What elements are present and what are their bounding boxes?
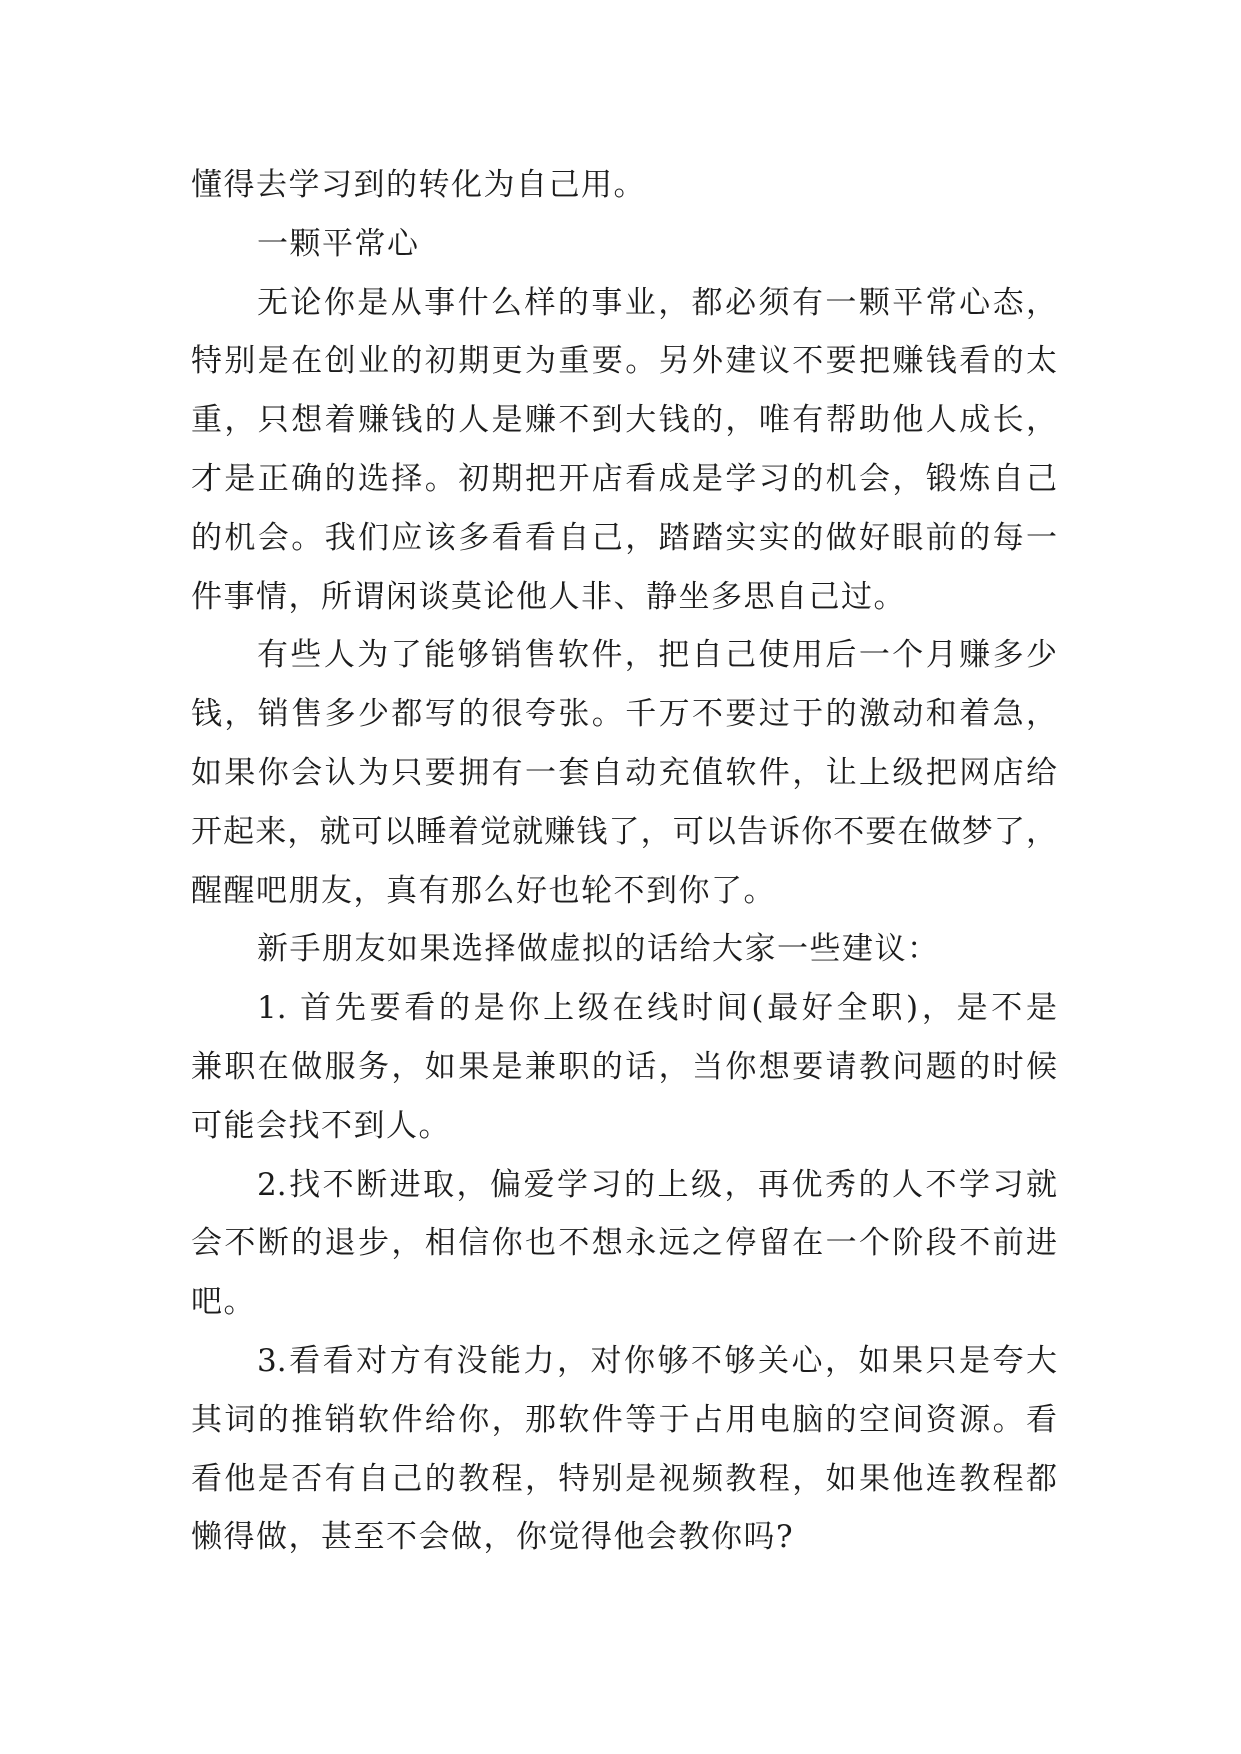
paragraph <box>191 274 1057 627</box>
text-line: 其词的推销软件给你，那软件等于占用电脑的空间资源。看 <box>191 1401 1057 1438</box>
text-line: 3.看看对方有没能力，对你够不够关心，如果只是夸大 <box>257 1342 1057 1379</box>
text-line: 看他是否有自己的教程，特别是视频教程，如果他连教程都 <box>191 1460 1057 1497</box>
text-line: 才是正确的选择。初期把开店看成是学习的机会，锻炼自己 <box>191 460 1057 497</box>
text-line: 懒得做，甚至不会做，你觉得他会教你吗? <box>191 1519 795 1556</box>
section-heading <box>191 215 1057 274</box>
text-line: 可能会找不到人。 <box>191 1107 451 1144</box>
text-line: 有些人为了能够销售软件，把自己使用后一个月赚多少 <box>257 637 1057 674</box>
text-line: 如果你会认为只要拥有一套自动充值软件，让上级把网店给 <box>191 754 1057 791</box>
text-line: 2.找不断进取，偏爱学习的上级，再优秀的人不学习就 <box>257 1166 1057 1203</box>
numbered-paragraph <box>191 1156 1057 1332</box>
text-line: 一颗平常心 <box>257 225 420 262</box>
text-line: 重，只想着赚钱的人是赚不到大钱的，唯有帮助他人成长， <box>191 402 1057 439</box>
text-line: 1. 首先要看的是你上级在线时间(最好全职)，是不是 <box>257 990 1057 1027</box>
text-line: 懂得去学习到的转化为自己用。 <box>191 167 646 203</box>
paragraph <box>191 626 1057 920</box>
text-line: 钱，销售多少都写的很夸张。千万不要过于的激动和着急， <box>191 696 1057 733</box>
numbered-paragraph <box>191 1332 1057 1567</box>
text-line: 开起来，就可以睡着觉就赚钱了，可以告诉你不要在做梦了， <box>191 813 1057 850</box>
text-line: 兼职在做服务，如果是兼职的话，当你想要请教问题的时候 <box>191 1048 1057 1085</box>
text-line: 新手朋友如果选择做虚拟的话给大家一些建议： <box>257 931 940 968</box>
text-line: 会不断的退步，相信你也不想永远之停留在一个阶段不前进 <box>191 1225 1057 1262</box>
paragraph <box>191 920 1057 979</box>
text-line: 吧。 <box>191 1284 256 1321</box>
text-line: 件事情，所谓闲谈莫论他人非、静坐多思自己过。 <box>191 578 906 615</box>
text-line: 的机会。我们应该多看看自己，踏踏实实的做好眼前的每一 <box>191 519 1057 556</box>
paragraph-continuation <box>191 156 1057 215</box>
numbered-paragraph <box>191 979 1057 1155</box>
document-body <box>191 156 1057 1567</box>
text-line: 醒醒吧朋友，真有那么好也轮不到你了。 <box>191 872 776 909</box>
text-line: 无论你是从事什么样的事业，都必须有一颗平常心态， <box>257 284 1057 321</box>
text-line: 特别是在创业的初期更为重要。另外建议不要把赚钱看的太 <box>191 343 1057 380</box>
